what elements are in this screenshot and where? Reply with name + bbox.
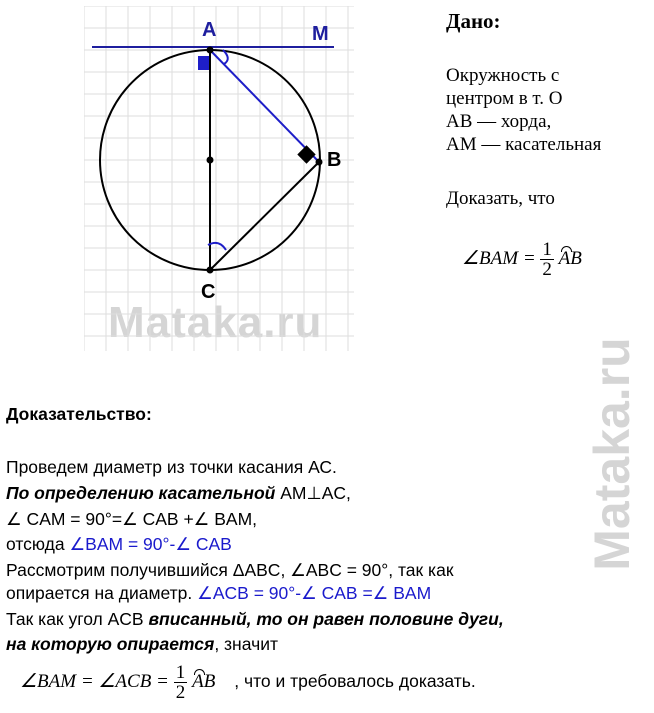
perpendicular-statement: AM⊥AC, xyxy=(275,483,351,503)
proof-line-3: ∠ CAM = 90°=∠ CAB +∠ BAM, xyxy=(6,509,258,529)
chord-cb xyxy=(210,162,319,270)
proof-line-1: Проведем диаметр из точки касания АС. xyxy=(6,457,337,477)
final-fraction xyxy=(174,663,188,702)
prove-label: Доказать, что xyxy=(446,188,555,209)
proof-line-8 xyxy=(6,634,278,655)
prove-formula xyxy=(462,240,582,279)
final-formula-lhs: ∠BAM = ∠ACB = xyxy=(20,671,169,693)
arc-ab: AB xyxy=(558,247,582,269)
grid xyxy=(84,6,354,351)
given-line-2: центром в т. О xyxy=(446,88,563,109)
chord-ab xyxy=(210,50,319,162)
point-b xyxy=(316,159,323,166)
proof-line-4 xyxy=(6,534,232,555)
given-title: Дано: xyxy=(446,9,501,33)
right-angle-marker-a xyxy=(198,56,209,70)
tangent-definition: По определению касательной xyxy=(6,483,276,503)
label-a: A xyxy=(202,19,217,41)
watermark-vertical: Mataka.ru xyxy=(584,337,640,571)
proof-line-5: Рассмотрим получившийся ΔABC, ∠ABC = 90°, так как xyxy=(6,560,454,580)
formula-lhs: ∠BAM = xyxy=(462,247,536,269)
acb-equation: ∠ACB = 90°-∠ CAB =∠ BAM xyxy=(197,583,432,603)
point-c xyxy=(207,267,214,274)
given-line-3: AB — хорда, xyxy=(446,111,552,132)
proof-line-6 xyxy=(6,583,431,604)
bam-equation: ∠BAM = 90°-∠ CAB xyxy=(69,534,232,554)
fraction-numerator: 1 xyxy=(542,239,552,260)
label-b: B xyxy=(327,149,342,171)
proof-line-2 xyxy=(6,483,351,504)
final-fraction-denominator: 2 xyxy=(175,682,186,703)
label-m: M xyxy=(312,23,329,45)
final-text: , что и требовалось доказать. xyxy=(234,671,476,692)
label-c: C xyxy=(201,281,216,303)
proof-final-line xyxy=(20,663,476,702)
arc-statement: на которую опирается xyxy=(6,634,215,654)
final-fraction-numerator: 1 xyxy=(175,662,186,683)
proof-line-7-prefix: Так как угол ACB xyxy=(6,609,149,629)
watermark-horizontal: Mataka.ru xyxy=(108,298,323,347)
proof-line-6-prefix: опирается на диаметр. xyxy=(6,583,198,603)
given-line-1: Окружность с xyxy=(446,65,560,86)
fraction xyxy=(540,240,554,279)
final-arc-ab: AB xyxy=(192,671,216,693)
right-angle-marker-b xyxy=(297,145,315,163)
given-line-4: AM — касательная xyxy=(446,134,602,155)
point-a xyxy=(207,47,214,54)
proof-line-4-prefix: отсюда xyxy=(6,534,70,554)
proof-title: Доказательство: xyxy=(6,404,152,424)
point-o xyxy=(207,157,214,164)
proof-line-8-rest: , значит xyxy=(214,634,278,654)
inscribed-statement: вписанный, то он равен половине дуги, xyxy=(148,609,504,629)
fraction-denominator: 2 xyxy=(542,259,552,280)
geometry-figure xyxy=(84,6,354,351)
proof-line-7 xyxy=(6,609,504,630)
